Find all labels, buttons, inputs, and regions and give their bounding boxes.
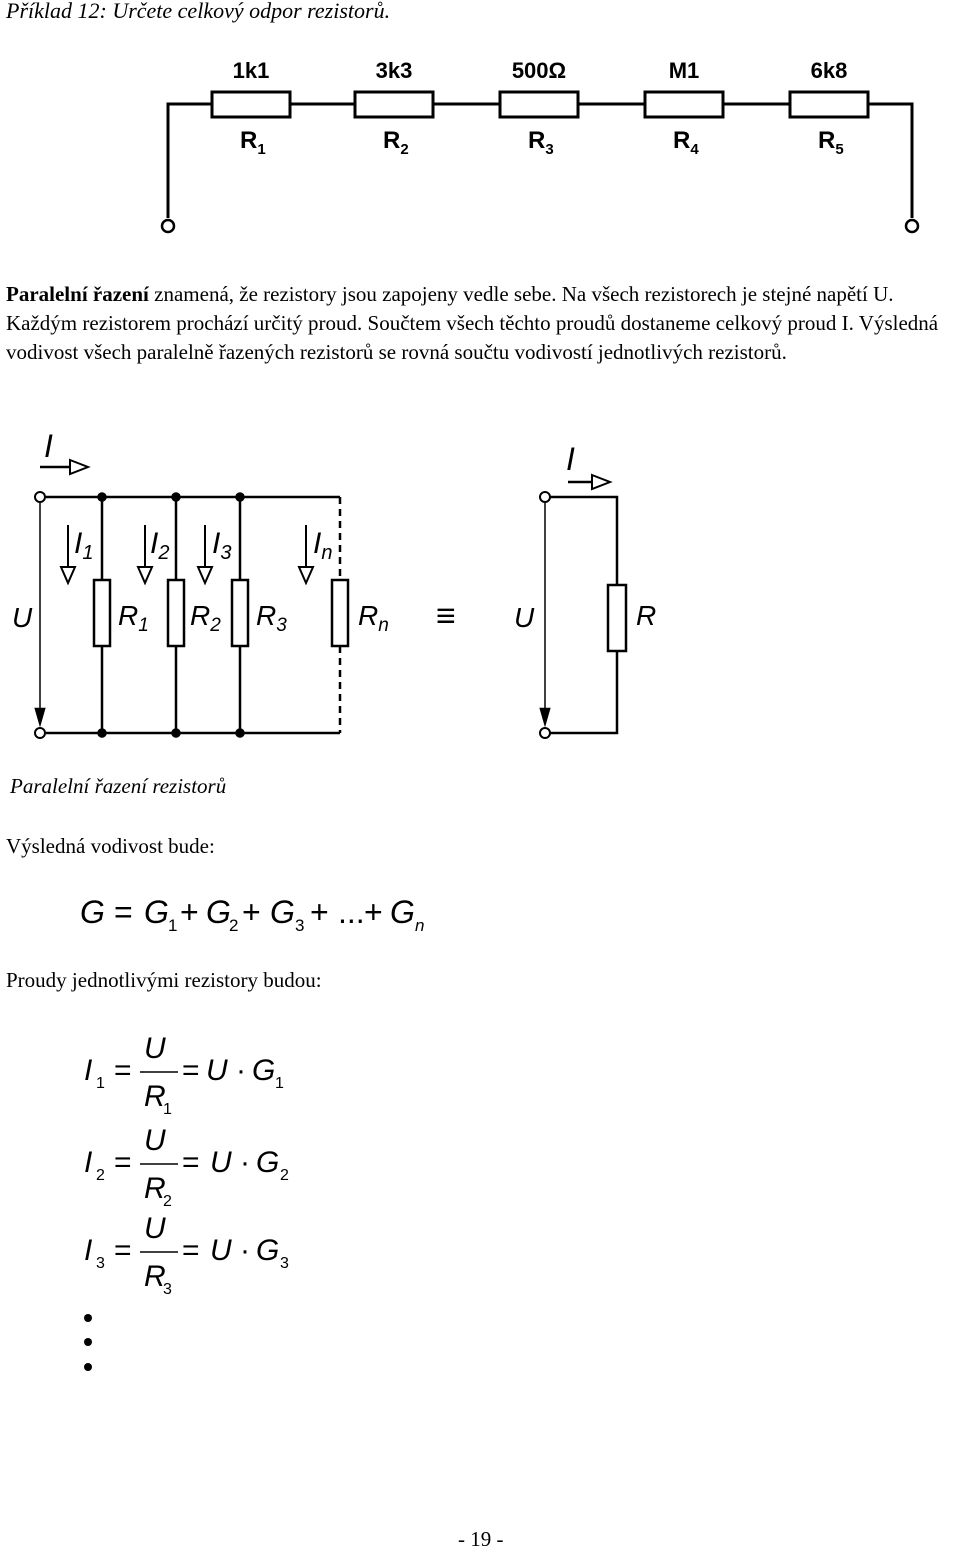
arrowhead-icon [138,567,152,583]
r1-name: $R_1$ [240,127,266,158]
svg-text:2: 2 [163,1193,172,1210]
voltage-label: U [12,602,33,633]
current-equations [70,1020,370,1320]
arrowhead-icon [541,709,549,723]
r3-parallel-label: $R_3$ [256,600,287,636]
svg-text:+: + [180,894,199,930]
svg-text:1: 1 [163,1101,172,1118]
svg-text:G: G [206,894,231,930]
junction-dot [237,494,244,501]
svg-text:I: I [84,1234,93,1267]
svg-text:G: G [80,894,105,930]
svg-text:3: 3 [163,1281,172,1298]
svg-text:2: 2 [229,916,239,935]
svg-text:·: · [240,1234,250,1267]
equivalence-symbol: ≡ [436,597,456,635]
svg-text:n: n [415,916,425,935]
current-equation-3 [84,1212,289,1298]
svg-text:+: + [242,894,261,930]
svg-text:G: G [252,1054,276,1087]
arrowhead-icon [299,567,313,583]
svg-text:U: U [144,1212,166,1245]
svg-text:·: · [240,1146,250,1179]
parallel-circuit-diagram [0,425,700,765]
junction-dot [237,730,244,737]
r4-name: $R_4$ [673,127,699,158]
svg-text:1: 1 [96,1075,105,1092]
r5-name: $R_5$ [818,127,844,158]
svg-text:G: G [256,1146,280,1179]
junction-dot [173,494,180,501]
equiv-wire-top [550,497,617,585]
r2-parallel-label: $R_2$ [190,600,221,636]
svg-text:U: U [206,1054,228,1087]
resistor-r3 [500,92,578,117]
vertical-ellipsis [80,1300,100,1380]
equiv-terminal-top [540,492,550,502]
paragraph-text: znamená, že rezistory jsou zapojeny vedle sebe. Na všech rezistorech je stejné napětí U. Každým rezistorem prochází určitý proud. Součtem všech těchto proudů dostaneme celkový proud I. Výsledná vodivost všech paralelně řazených rezistorů se rovná součtu vodivostí jednotlivých rezistorů. [6,282,939,364]
ellipsis-dot [84,1314,92,1322]
r4-value: M1 [668,58,700,83]
terminal-right [906,220,918,232]
current-equation-2 [84,1124,289,1210]
total-current-label: I [44,428,53,464]
svg-text:1: 1 [168,916,178,935]
arrowhead-icon [198,567,212,583]
terminal-bottom [35,728,45,738]
resistor-r1 [212,92,290,117]
equiv-resistor-label: R [636,600,657,631]
terminal-top [35,492,45,502]
resistor-r3-parallel [232,580,248,646]
svg-text:I: I [84,1054,93,1087]
r2-name: $R_2$ [383,127,409,158]
svg-text:U: U [210,1146,232,1179]
in-label: $I_n$ [313,527,333,564]
junction-dot [99,494,106,501]
r3-value: 500Ω [511,58,567,83]
terminal-left [162,220,174,232]
r3-name: $R_3$ [528,127,554,158]
resistor-r1-parallel [94,580,110,646]
arrowhead-icon [36,709,44,723]
r1-parallel-label: $R_1$ [118,600,149,636]
junction-dot [99,730,106,737]
current-equation-1 [84,1032,284,1118]
svg-text:U: U [210,1234,232,1267]
rn-parallel-label: $R_n$ [358,600,389,636]
svg-text:G: G [144,894,169,930]
currents-label: Proudy jednotlivými rezistory budou: [6,968,322,992]
resistor-r2-parallel [168,580,184,646]
r5-value: 6k8 [810,58,848,83]
i1-label: $I_1$ [74,527,94,564]
equiv-terminal-bottom [540,728,550,738]
equiv-current-label: I [566,441,575,477]
resistor-r2 [355,92,433,117]
svg-text:=: = [182,1054,200,1087]
figure-caption: Paralelní řazení rezistorů [10,774,227,798]
ellipsis-dot [84,1338,92,1346]
svg-text:...: ... [338,894,365,930]
conductance-label: Výsledná vodivost bude: [6,834,215,858]
svg-text:·: · [236,1054,246,1087]
equiv-voltage-label: U [514,602,535,633]
equiv-wire-bottom [550,651,617,733]
resistor-r4 [645,92,723,117]
svg-text:R: R [144,1080,166,1113]
series-wire-right [868,104,912,218]
svg-text:=: = [114,1054,132,1087]
resistor-rn-parallel [332,580,348,646]
arrowhead-icon [61,567,75,583]
svg-text:U: U [144,1124,166,1157]
series-wire-left [168,104,212,218]
svg-text:=: = [182,1234,200,1267]
ellipsis-dot [84,1363,92,1371]
svg-text:1: 1 [275,1075,284,1092]
svg-text:R: R [144,1260,166,1293]
resistor-r-equivalent [608,585,626,651]
i3-label: $I_3$ [212,527,232,564]
svg-text:+: + [364,894,383,930]
i2-label: $I_2$ [150,527,170,564]
bold-term: Paralelní řazení [6,282,149,306]
resistor-r5 [790,92,868,117]
svg-text:G: G [390,894,415,930]
arrowhead-icon [70,460,88,474]
svg-text:3: 3 [295,916,305,935]
r2-value: 3k3 [375,58,413,83]
svg-text:R: R [144,1172,166,1205]
conductance-equation [70,885,470,945]
junction-dot [173,730,180,737]
svg-text:=: = [114,894,133,930]
svg-text:I: I [84,1146,93,1179]
svg-text:=: = [182,1146,200,1179]
arrowhead-icon [592,475,610,489]
svg-text:2: 2 [96,1167,105,1184]
svg-text:+: + [310,894,329,930]
page-heading: Příklad 12: Určete celkový odpor rezistorů. [6,0,391,23]
svg-text:2: 2 [280,1167,289,1184]
svg-text:U: U [144,1032,166,1065]
svg-text:3: 3 [96,1255,105,1272]
svg-text:G: G [256,1234,280,1267]
r1-value: 1k1 [232,58,270,83]
series-circuit-diagram [0,0,960,260]
svg-text:G: G [270,894,295,930]
svg-text:=: = [114,1234,132,1267]
svg-text:=: = [114,1146,132,1179]
page-number: - 19 - [458,1527,504,1551]
svg-text:3: 3 [280,1255,289,1272]
explanation-paragraph [6,280,946,367]
